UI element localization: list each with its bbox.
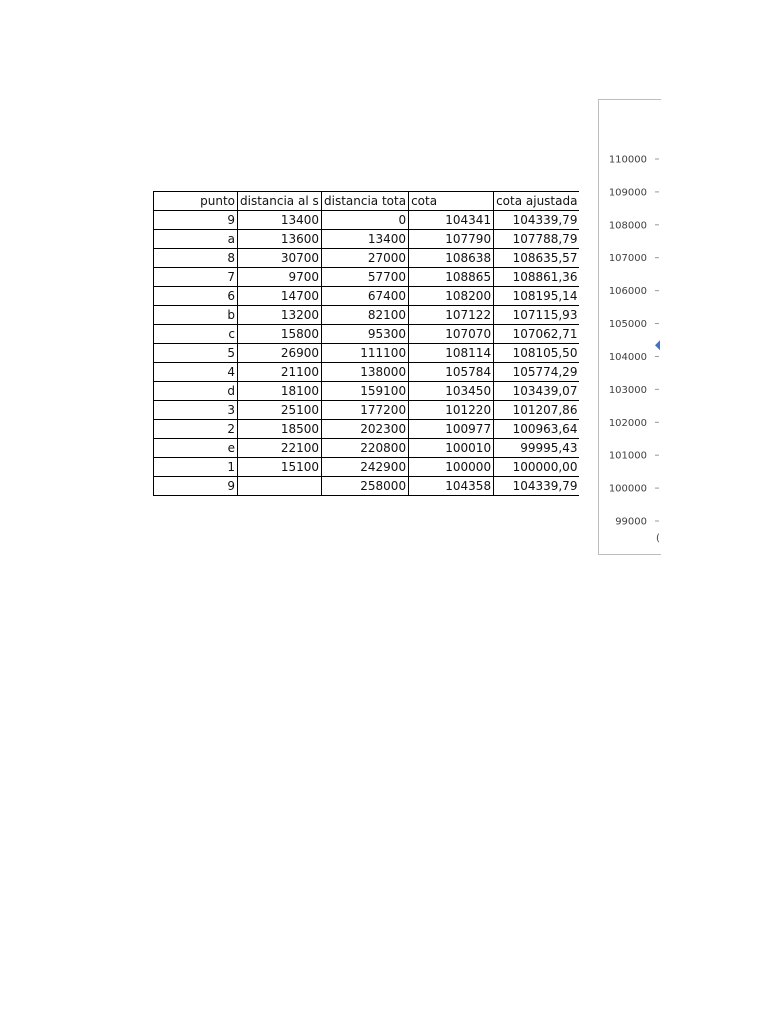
table-cell[interactable] bbox=[238, 477, 322, 496]
table-cell[interactable]: 108861,36 bbox=[494, 268, 580, 287]
table-cell[interactable]: 108195,14 bbox=[494, 287, 580, 306]
table-row bbox=[154, 363, 580, 382]
table-row bbox=[154, 287, 580, 306]
data-point-marker[interactable] bbox=[655, 340, 660, 350]
table-cell[interactable]: 220800 bbox=[322, 439, 409, 458]
table-cell[interactable]: 108635,57 bbox=[494, 249, 580, 268]
table-cell[interactable]: 26900 bbox=[238, 344, 322, 363]
table-cell[interactable]: 9 bbox=[154, 211, 238, 230]
table-cell[interactable]: 108200 bbox=[409, 287, 494, 306]
table-row bbox=[154, 420, 580, 439]
table-cell[interactable]: 27000 bbox=[322, 249, 409, 268]
elevation-chart[interactable] bbox=[598, 99, 661, 555]
table-cell[interactable]: 108114 bbox=[409, 344, 494, 363]
table-cell[interactable]: 101207,86 bbox=[494, 401, 580, 420]
table-cell[interactable]: 108638 bbox=[409, 249, 494, 268]
table-cell[interactable]: 6 bbox=[154, 287, 238, 306]
table-cell[interactable]: 67400 bbox=[322, 287, 409, 306]
table-cell[interactable]: 5 bbox=[154, 344, 238, 363]
y-tick-label: 105000 bbox=[608, 319, 647, 331]
y-tick-label: 99000 bbox=[615, 516, 647, 528]
table-cell[interactable]: 138000 bbox=[322, 363, 409, 382]
table-cell[interactable]: 103439,07 bbox=[494, 382, 580, 401]
table-cell[interactable]: 111100 bbox=[322, 344, 409, 363]
table-cell[interactable]: e bbox=[154, 439, 238, 458]
column-header[interactable]: distancia al s bbox=[238, 192, 322, 211]
table-cell[interactable]: 105774,29 bbox=[494, 363, 580, 382]
y-tick-label: 108000 bbox=[608, 220, 647, 232]
table-cell[interactable]: 2 bbox=[154, 420, 238, 439]
table-cell[interactable]: 100000,00 bbox=[494, 458, 580, 477]
table-cell[interactable]: d bbox=[154, 382, 238, 401]
y-tick-label: 102000 bbox=[608, 417, 647, 429]
table-cell[interactable]: 100010 bbox=[409, 439, 494, 458]
table-cell[interactable]: 258000 bbox=[322, 477, 409, 496]
table-cell[interactable]: 104341 bbox=[409, 211, 494, 230]
table-cell[interactable]: 7 bbox=[154, 268, 238, 287]
table-cell[interactable]: 22100 bbox=[238, 439, 322, 458]
table-cell[interactable]: 0 bbox=[322, 211, 409, 230]
table-cell[interactable]: 57700 bbox=[322, 268, 409, 287]
table-header-row bbox=[154, 192, 580, 211]
y-tick-label: 107000 bbox=[608, 253, 647, 265]
table-cell[interactable]: 105784 bbox=[409, 363, 494, 382]
y-tick-label: 110000 bbox=[608, 154, 647, 166]
y-tick-label: 103000 bbox=[608, 384, 647, 396]
table-cell[interactable]: 101220 bbox=[409, 401, 494, 420]
table-row bbox=[154, 458, 580, 477]
column-header[interactable]: distancia tota bbox=[322, 192, 409, 211]
table-cell[interactable]: 15100 bbox=[238, 458, 322, 477]
x-tick-label: ( bbox=[656, 533, 660, 544]
table-row bbox=[154, 382, 580, 401]
column-header[interactable]: cota bbox=[409, 192, 494, 211]
table-cell[interactable]: 4 bbox=[154, 363, 238, 382]
table-cell[interactable]: b bbox=[154, 306, 238, 325]
table-row bbox=[154, 230, 580, 249]
table-cell[interactable]: 15800 bbox=[238, 325, 322, 344]
y-tick-label: 104000 bbox=[608, 351, 647, 363]
table-cell[interactable]: 202300 bbox=[322, 420, 409, 439]
table-cell[interactable]: 104358 bbox=[409, 477, 494, 496]
table-cell[interactable]: 100963,64 bbox=[494, 420, 580, 439]
table-cell[interactable]: 9700 bbox=[238, 268, 322, 287]
table-cell[interactable]: 100977 bbox=[409, 420, 494, 439]
chart-canvas bbox=[599, 100, 661, 554]
table-cell[interactable]: 107070 bbox=[409, 325, 494, 344]
y-tick-label: 101000 bbox=[608, 450, 647, 462]
table-cell[interactable]: 100000 bbox=[409, 458, 494, 477]
table-cell[interactable]: 13600 bbox=[238, 230, 322, 249]
table-cell[interactable]: 25100 bbox=[238, 401, 322, 420]
column-header[interactable]: punto bbox=[154, 192, 238, 211]
table-cell[interactable]: 95300 bbox=[322, 325, 409, 344]
table-cell[interactable]: 104339,79 bbox=[494, 477, 580, 496]
table-cell[interactable]: 8 bbox=[154, 249, 238, 268]
table-cell[interactable]: 107788,79 bbox=[494, 230, 580, 249]
table-cell[interactable]: 13400 bbox=[238, 211, 322, 230]
table-cell[interactable]: 21100 bbox=[238, 363, 322, 382]
table-row bbox=[154, 211, 580, 230]
column-header[interactable]: cota ajustada bbox=[494, 192, 580, 211]
table-row bbox=[154, 401, 580, 420]
table-cell[interactable]: 108105,50 bbox=[494, 344, 580, 363]
table-cell[interactable]: a bbox=[154, 230, 238, 249]
y-tick-label: 106000 bbox=[608, 286, 647, 298]
table-cell[interactable]: 159100 bbox=[322, 382, 409, 401]
table-cell[interactable]: 18500 bbox=[238, 420, 322, 439]
elevation-table bbox=[153, 191, 579, 496]
table-cell[interactable]: 107062,71 bbox=[494, 325, 580, 344]
table-cell[interactable]: 242900 bbox=[322, 458, 409, 477]
table-row bbox=[154, 268, 580, 287]
table-row bbox=[154, 249, 580, 268]
table-row bbox=[154, 306, 580, 325]
y-tick-label: 100000 bbox=[608, 483, 647, 495]
table-cell[interactable]: 82100 bbox=[322, 306, 409, 325]
table-cell[interactable]: 107115,93 bbox=[494, 306, 580, 325]
table-row bbox=[154, 325, 580, 344]
table-cell[interactable]: 1 bbox=[154, 458, 238, 477]
table-cell[interactable]: 18100 bbox=[238, 382, 322, 401]
table-row bbox=[154, 439, 580, 458]
table-cell[interactable]: c bbox=[154, 325, 238, 344]
table-row bbox=[154, 477, 580, 496]
table-cell[interactable]: 13400 bbox=[322, 230, 409, 249]
y-tick-label: 109000 bbox=[608, 187, 647, 199]
table-cell[interactable]: 3 bbox=[154, 401, 238, 420]
table-cell[interactable]: 107790 bbox=[409, 230, 494, 249]
table-cell[interactable]: 177200 bbox=[322, 401, 409, 420]
table-cell[interactable]: 108865 bbox=[409, 268, 494, 287]
table-cell[interactable]: 14700 bbox=[238, 287, 322, 306]
table-cell[interactable]: 99995,43 bbox=[494, 439, 580, 458]
table-cell[interactable]: 104339,79 bbox=[494, 211, 580, 230]
table-cell[interactable]: 30700 bbox=[238, 249, 322, 268]
table-cell[interactable]: 107122 bbox=[409, 306, 494, 325]
table-cell[interactable]: 103450 bbox=[409, 382, 494, 401]
table-cell[interactable]: 9 bbox=[154, 477, 238, 496]
table-cell[interactable]: 13200 bbox=[238, 306, 322, 325]
table-row bbox=[154, 344, 580, 363]
